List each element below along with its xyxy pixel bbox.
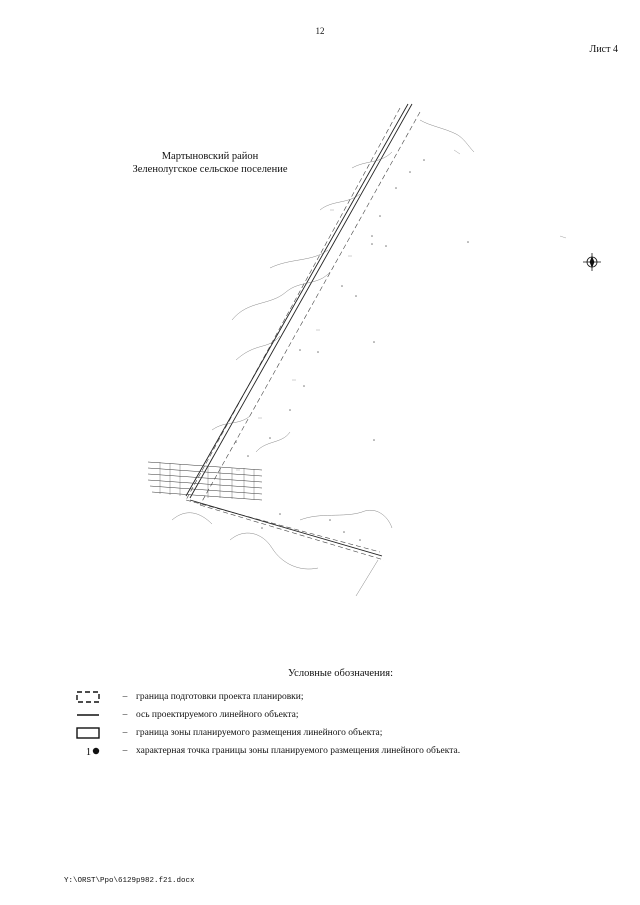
legend-dash: – bbox=[122, 692, 128, 702]
legend bbox=[74, 688, 594, 760]
marker-number: 1 bbox=[86, 747, 91, 758]
legend-title: Условные обозначения: bbox=[288, 668, 394, 679]
page-number: 12 bbox=[315, 26, 325, 36]
road-crossing bbox=[148, 462, 262, 500]
legend-item bbox=[74, 706, 594, 724]
sheet-label: Лист 4 bbox=[589, 44, 618, 55]
legend-text: граница подготовки проекта планировки; bbox=[136, 692, 304, 702]
map-dots bbox=[235, 159, 469, 541]
legend-text: характерная точка границы зоны планируемого размещения линейного объекта. bbox=[136, 746, 461, 756]
legend-item bbox=[74, 742, 594, 760]
dashed-boundary-icon bbox=[74, 690, 110, 704]
legend-text: ось проектируемого линейного объекта; bbox=[136, 710, 299, 720]
map-ticks bbox=[236, 150, 566, 470]
legend-dash: – bbox=[122, 746, 128, 756]
zone-rectangle-icon bbox=[74, 726, 110, 740]
axis-line-icon bbox=[74, 708, 110, 722]
legend-item bbox=[74, 724, 594, 742]
legend-text: граница зоны планируемого размещения линейного объекта; bbox=[136, 728, 383, 738]
legend-dash: – bbox=[122, 728, 128, 738]
district-name: Мартыновский район bbox=[161, 151, 259, 162]
compass-rose-icon bbox=[583, 253, 601, 271]
settlement-name: Зеленолугское сельское поселение bbox=[132, 164, 288, 175]
legend-item bbox=[74, 688, 594, 706]
legend-dash: – bbox=[122, 710, 128, 720]
file-path: Y:\ORST\Ppo\6129p982.f21.docx bbox=[64, 877, 195, 885]
terrain-contours bbox=[172, 120, 474, 596]
planning-boundary bbox=[186, 108, 420, 560]
point-marker-icon bbox=[74, 744, 110, 758]
